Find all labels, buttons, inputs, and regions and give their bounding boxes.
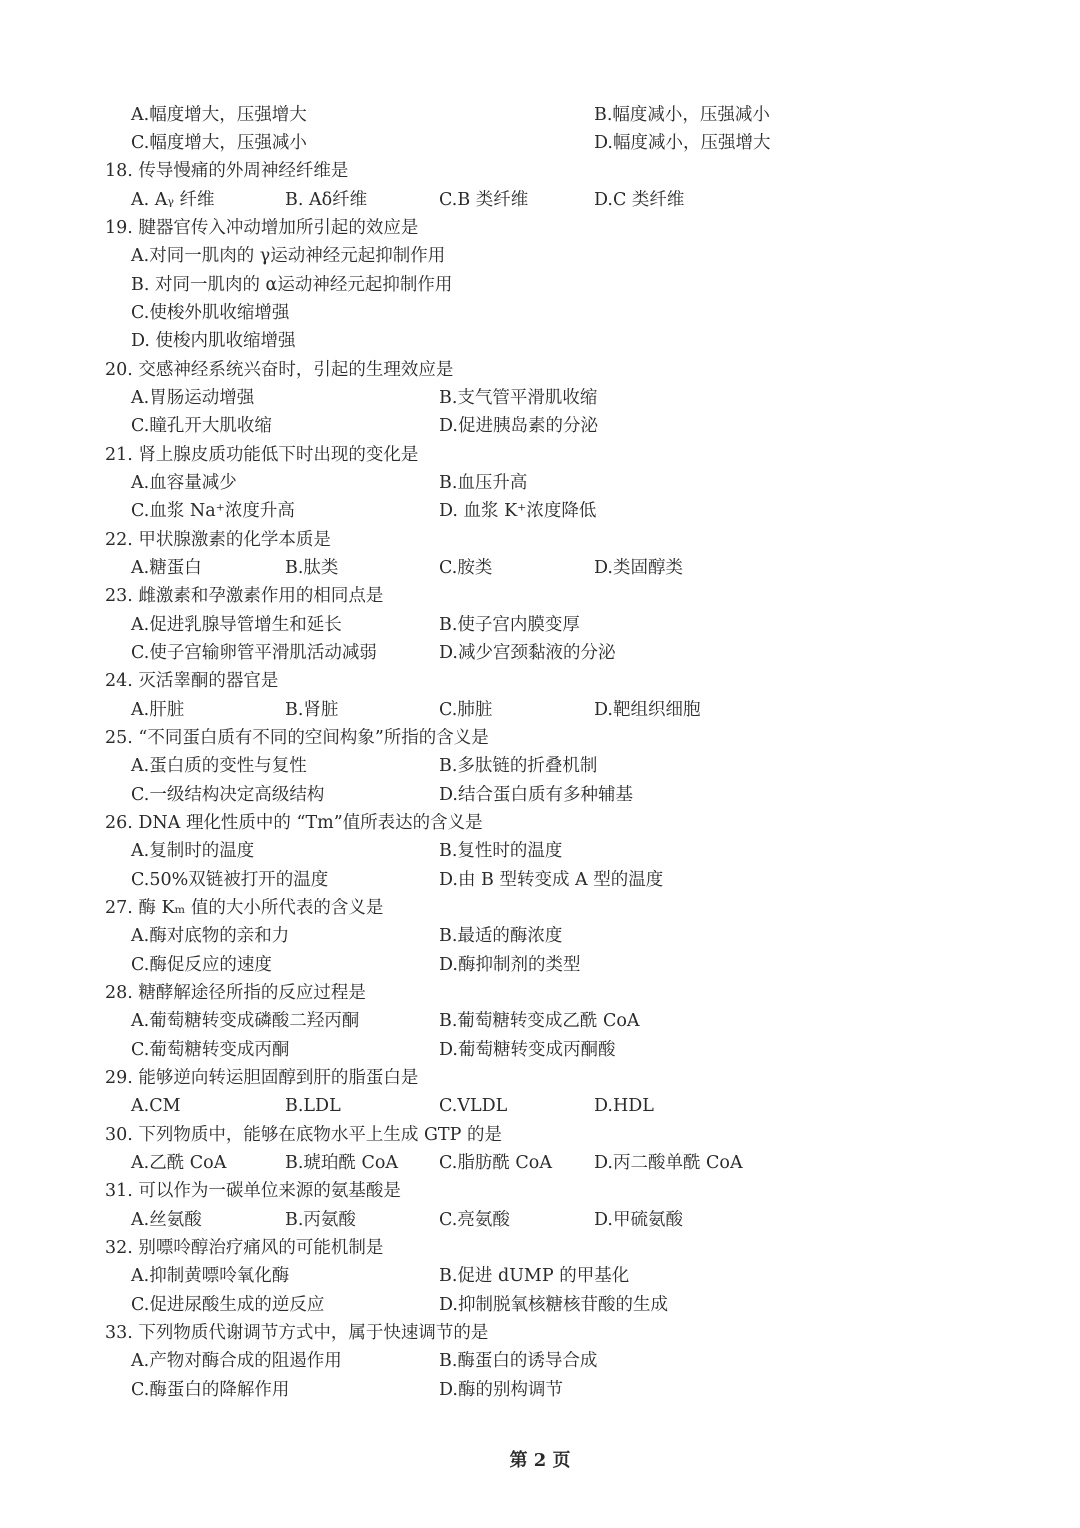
q21-option-c: C.血浆 Na⁺浓度升高 xyxy=(131,501,295,521)
q19-option-b: B. 对同一肌肉的 α运动神经元起抑制作用 xyxy=(131,275,453,295)
q22-option-b: B.肽类 xyxy=(285,558,339,578)
question-32-options-row-2 xyxy=(0,1291,1080,1319)
question-28-options-row-1 xyxy=(0,1007,1080,1035)
question-32-options-row-1 xyxy=(0,1262,1080,1290)
question-20-options-row-1 xyxy=(0,384,1080,412)
question-26-stem xyxy=(0,809,1080,837)
q28-option-b: B.葡萄糖转变成乙酰 CoA xyxy=(439,1011,640,1031)
q31-option-d: D.甲硫氨酸 xyxy=(594,1210,683,1230)
q17-option-d: D.幅度减小，压强增大 xyxy=(594,133,771,153)
question-24-options xyxy=(0,696,1080,724)
question-19-option-a-row xyxy=(0,242,1080,270)
q31-option-c: C.亮氨酸 xyxy=(439,1210,510,1230)
q33-option-d: D.酶的别构调节 xyxy=(439,1380,563,1400)
question-23-options-row-2 xyxy=(0,639,1080,667)
question-17-options-row-1 xyxy=(0,101,1080,129)
q18-option-d: D.C 类纤维 xyxy=(594,190,685,210)
question-19-stem xyxy=(0,214,1080,242)
q30-option-d: D.丙二酸单酰 CoA xyxy=(594,1153,743,1173)
question-23-stem xyxy=(0,582,1080,610)
q23-option-a: A.促进乳腺导管增生和延长 xyxy=(131,615,342,635)
question-25-options-row-2 xyxy=(0,781,1080,809)
q31-stem-text: 31. 可以作为一碳单位来源的氨基酸是 xyxy=(105,1181,401,1201)
q24-option-a: A.肝脏 xyxy=(131,700,185,720)
question-27-options-row-1 xyxy=(0,922,1080,950)
q32-option-c: C.促进尿酸生成的逆反应 xyxy=(131,1295,325,1315)
q26-option-b: B.复性时的温度 xyxy=(439,841,563,861)
q27-stem-text: 27. 酶 Kₘ 值的大小所代表的含义是 xyxy=(105,898,384,918)
q24-stem-text: 24. 灭活睾酮的器官是 xyxy=(105,671,279,691)
q22-stem-text: 22. 甲状腺激素的化学本质是 xyxy=(105,530,331,550)
q31-option-b: B.丙氨酸 xyxy=(285,1210,356,1230)
q21-option-d: D. 血浆 K⁺浓度降低 xyxy=(439,501,597,521)
q24-option-c: C.肺脏 xyxy=(439,700,493,720)
question-28-stem xyxy=(0,979,1080,1007)
q30-stem-text: 30. 下列物质中，能够在底物水平上生成 GTP 的是 xyxy=(105,1125,502,1145)
q31-option-a: A.丝氨酸 xyxy=(131,1210,202,1230)
q25-option-d: D.结合蛋白质有多种辅基 xyxy=(439,785,633,805)
question-20-options-row-2 xyxy=(0,412,1080,440)
q21-option-a: A.血容量减少 xyxy=(131,473,237,493)
question-30-stem xyxy=(0,1121,1080,1149)
q22-option-a: A.糖蛋白 xyxy=(131,558,202,578)
q25-option-a: A.蛋白质的变性与复性 xyxy=(131,756,307,776)
question-20-stem xyxy=(0,356,1080,384)
q28-option-a: A.葡萄糖转变成磷酸二羟丙酮 xyxy=(131,1011,360,1031)
question-22-options xyxy=(0,554,1080,582)
q32-option-a: A.抑制黄嘌呤氧化酶 xyxy=(131,1266,290,1286)
question-19-option-d-row xyxy=(0,327,1080,355)
q29-stem-text: 29. 能够逆向转运胆固醇到肝的脂蛋白是 xyxy=(105,1068,419,1088)
question-29-options xyxy=(0,1092,1080,1120)
q23-option-d: D.减少宫颈黏液的分泌 xyxy=(439,643,616,663)
q23-stem-text: 23. 雌激素和孕激素作用的相同点是 xyxy=(105,586,384,606)
question-26-options-row-2 xyxy=(0,866,1080,894)
q29-option-c: C.VLDL xyxy=(439,1096,508,1116)
q22-option-d: D.类固醇类 xyxy=(594,558,683,578)
q19-option-a: A.对同一肌肉的 γ运动神经元起抑制作用 xyxy=(131,246,446,266)
question-26-options-row-1 xyxy=(0,837,1080,865)
q26-option-d: D.由 B 型转变成 A 型的温度 xyxy=(439,870,664,890)
question-21-options-row-2 xyxy=(0,497,1080,525)
q17-option-c: C.幅度增大，压强减小 xyxy=(131,133,307,153)
q17-option-b: B.幅度减小，压强减小 xyxy=(594,105,770,125)
question-24-stem xyxy=(0,667,1080,695)
q20-option-a: A.胃肠运动增强 xyxy=(131,388,255,408)
q24-option-d: D.靶组织细胞 xyxy=(594,700,701,720)
question-29-stem xyxy=(0,1064,1080,1092)
question-28-options-row-2 xyxy=(0,1036,1080,1064)
question-27-options-row-2 xyxy=(0,951,1080,979)
q28-option-d: D.葡萄糖转变成丙酮酸 xyxy=(439,1040,616,1060)
q20-option-d: D.促进胰岛素的分泌 xyxy=(439,416,598,436)
q18-option-b: B. Aδ纤维 xyxy=(285,190,368,210)
question-19-option-c-row xyxy=(0,299,1080,327)
q32-option-b: B.促进 dUMP 的甲基化 xyxy=(439,1266,630,1286)
question-31-stem xyxy=(0,1177,1080,1205)
q21-option-b: B.血压升高 xyxy=(439,473,528,493)
question-23-options-row-1 xyxy=(0,611,1080,639)
q29-option-a: A.CM xyxy=(131,1096,181,1116)
q18-option-a: A. Aᵧ 纤维 xyxy=(131,190,215,210)
question-27-stem xyxy=(0,894,1080,922)
q29-option-d: D.HDL xyxy=(594,1096,654,1116)
q30-option-c: C.脂肪酰 CoA xyxy=(439,1153,552,1173)
q23-option-b: B.使子宫内膜变厚 xyxy=(439,615,580,635)
q33-stem-text: 33. 下列物质代谢调节方式中，属于快速调节的是 xyxy=(105,1323,489,1343)
q28-stem-text: 28. 糖酵解途径所指的反应过程是 xyxy=(105,983,366,1003)
q25-option-c: C.一级结构决定高级结构 xyxy=(131,785,325,805)
question-32-stem xyxy=(0,1234,1080,1262)
question-18-options xyxy=(0,186,1080,214)
q25-stem-text: 25. “不同蛋白质有不同的空间构象”所指的含义是 xyxy=(105,728,489,748)
q22-option-c: C.胺类 xyxy=(439,558,493,578)
q19-option-d: D. 使梭内肌收缩增强 xyxy=(131,331,296,351)
q24-option-b: B.肾脏 xyxy=(285,700,339,720)
q30-option-a: A.乙酰 CoA xyxy=(131,1153,227,1173)
q28-option-c: C.葡萄糖转变成丙酮 xyxy=(131,1040,290,1060)
question-31-options xyxy=(0,1206,1080,1234)
q26-option-c: C.50%双链被打开的温度 xyxy=(131,870,329,890)
question-33-options-row-1 xyxy=(0,1347,1080,1375)
q33-option-b: B.酶蛋白的诱导合成 xyxy=(439,1351,598,1371)
q29-option-b: B.LDL xyxy=(285,1096,341,1116)
q20-option-c: C.瞳孔开大肌收缩 xyxy=(131,416,272,436)
question-22-stem xyxy=(0,526,1080,554)
page-number: 第 2 页 xyxy=(509,1450,571,1471)
question-21-options-row-1 xyxy=(0,469,1080,497)
q20-stem-text: 20. 交感神经系统兴奋时，引起的生理效应是 xyxy=(105,360,454,380)
q19-stem-text: 19. 腱器官传入冲动增加所引起的效应是 xyxy=(105,218,419,238)
q19-option-c: C.使梭外肌收缩增强 xyxy=(131,303,290,323)
q32-stem-text: 32. 别嘌呤醇治疗痛风的可能机制是 xyxy=(105,1238,384,1258)
q27-option-c: C.酶促反应的速度 xyxy=(131,955,272,975)
q33-option-c: C.酶蛋白的降解作用 xyxy=(131,1380,290,1400)
question-33-stem xyxy=(0,1319,1080,1347)
q27-option-d: D.酶抑制剂的类型 xyxy=(439,955,581,975)
q32-option-d: D.抑制脱氧核糖核苷酸的生成 xyxy=(439,1295,668,1315)
question-25-stem xyxy=(0,724,1080,752)
q30-option-b: B.琥珀酰 CoA xyxy=(285,1153,399,1173)
q17-option-a: A.幅度增大，压强增大 xyxy=(131,105,307,125)
q18-option-c: C.B 类纤维 xyxy=(439,190,529,210)
q27-option-a: A.酶对底物的亲和力 xyxy=(131,926,290,946)
q26-stem-text: 26. DNA 理化性质中的 “Tm”值所表达的含义是 xyxy=(105,813,483,833)
q26-option-a: A.复制时的温度 xyxy=(131,841,255,861)
question-17-options-row-2 xyxy=(0,129,1080,157)
q23-option-c: C.使子宫输卵管平滑肌活动减弱 xyxy=(131,643,377,663)
question-30-options xyxy=(0,1149,1080,1177)
question-33-options-row-2 xyxy=(0,1376,1080,1404)
question-25-options-row-1 xyxy=(0,752,1080,780)
q27-option-b: B.最适的酶浓度 xyxy=(439,926,563,946)
q20-option-b: B.支气管平滑肌收缩 xyxy=(439,388,598,408)
q33-option-a: A.产物对酶合成的阻遏作用 xyxy=(131,1351,342,1371)
q18-stem-text: 18. 传导慢痛的外周神经纤维是 xyxy=(105,161,349,181)
q21-stem-text: 21. 肾上腺皮质功能低下时出现的变化是 xyxy=(105,445,419,465)
question-18-stem xyxy=(0,157,1080,185)
q25-option-b: B.多肽链的折叠机制 xyxy=(439,756,598,776)
question-19-option-b-row xyxy=(0,271,1080,299)
question-21-stem xyxy=(0,441,1080,469)
